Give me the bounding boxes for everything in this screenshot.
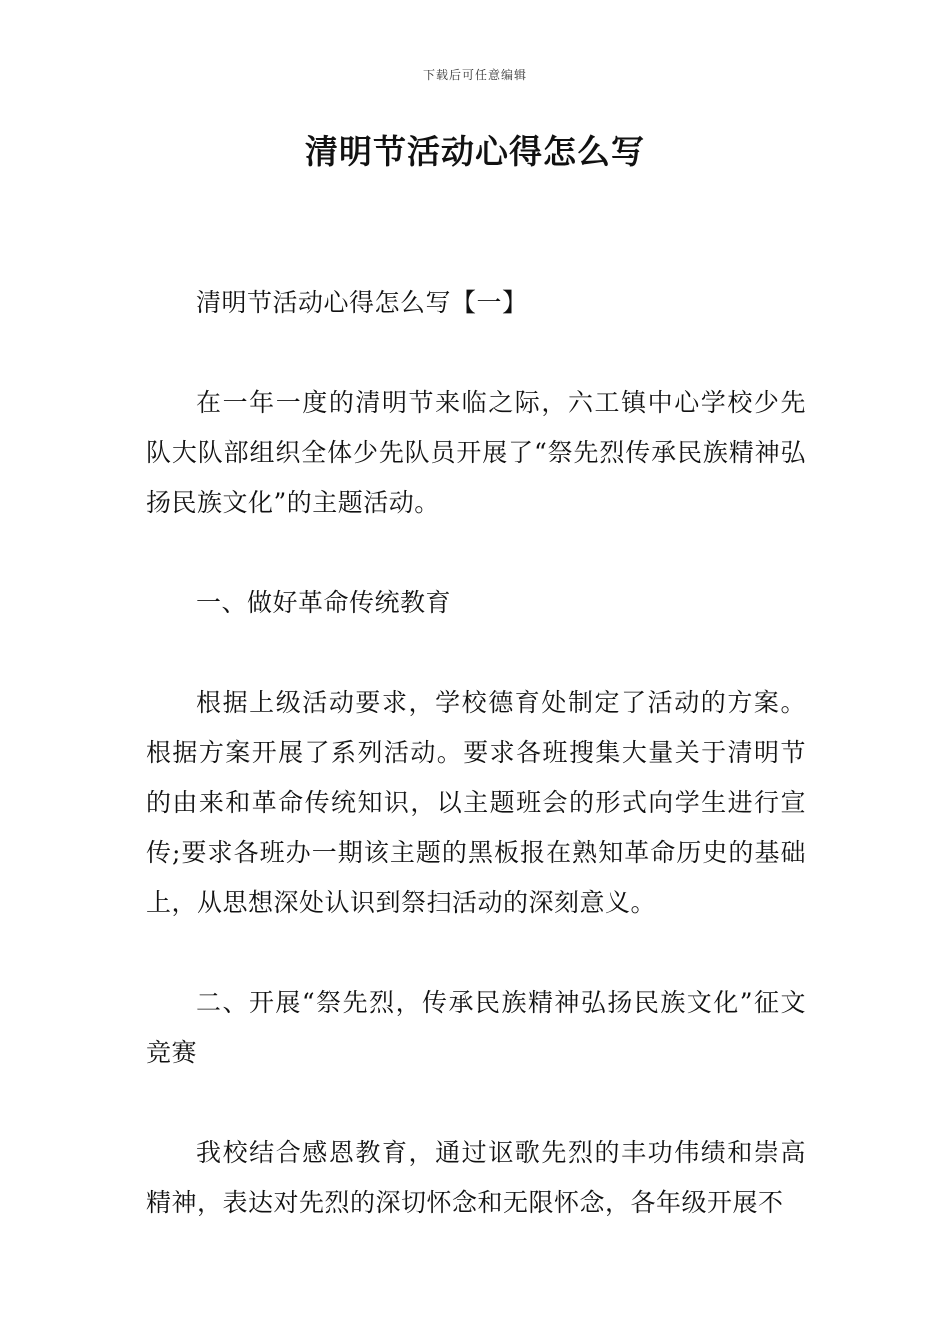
header-note: 下载后可任意编辑 bbox=[422, 68, 527, 82]
paragraph-section-1: 根据上级活动要求，学校德育处制定了活动的方案。根据方案开展了系列活动。要求各班搜集大量关于清明节的由来和革命传统知识，以主题班会的形式向学生进行宣传;要求各班办一期该主题的黑板报在熟知革命历史的基础上，从思想深处认识到祭扫活动的深刻意义。 bbox=[146, 688, 806, 917]
paragraph-gap bbox=[146, 628, 806, 678]
paragraph-subtitle: 清明节活动心得怎么写【一】 bbox=[196, 288, 528, 317]
paragraph-intro: 在一年一度的清明节来临之际，六工镇中心学校少先队大队部组织全体少先队员开展了“祭先烈传承民族精神弘扬民族文化”的主题活动。 bbox=[146, 388, 806, 517]
paragraph-gap bbox=[146, 328, 806, 378]
section-heading-1: 一、做好革命传统教育 bbox=[196, 588, 452, 617]
document-title: 清明节活动心得怎么写 bbox=[305, 132, 645, 171]
paragraph-section-2: 我校结合感恩教育，通过讴歌先烈的丰功伟绩和崇高精神，表达对先烈的深切怀念和无限怀念，各年级开展不 bbox=[146, 1138, 806, 1217]
document-body bbox=[146, 278, 806, 1228]
paragraph-gap bbox=[146, 1078, 806, 1128]
paragraph-gap bbox=[146, 528, 806, 578]
paragraph-gap bbox=[146, 928, 806, 978]
section-heading-2: 二、开展“祭先烈，传承民族精神弘扬民族文化”征文竞赛 bbox=[146, 988, 806, 1067]
